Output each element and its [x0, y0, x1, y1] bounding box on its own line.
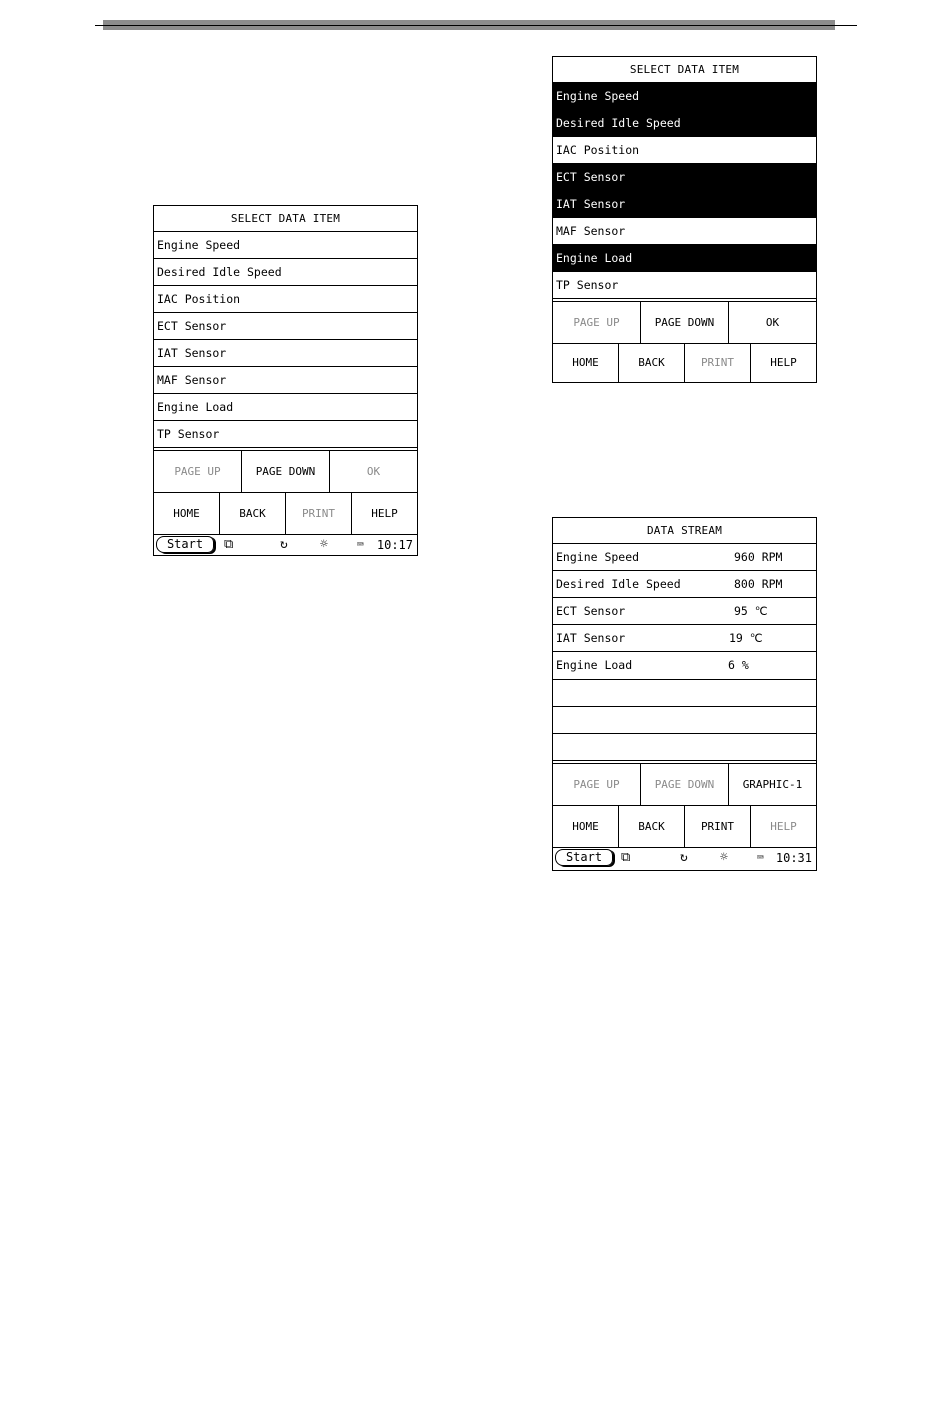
page-up-button[interactable]: PAGE UP [553, 764, 641, 805]
data-row [553, 652, 816, 680]
back-button[interactable]: BACK [619, 806, 685, 847]
list-item[interactable]: TP Sensor [553, 272, 816, 299]
list-item[interactable]: IAC Position [154, 286, 417, 313]
list-item-selected[interactable]: Engine Load [553, 245, 816, 272]
back-button[interactable]: BACK [220, 493, 286, 534]
data-stream-screen [552, 517, 817, 871]
data-value: 19 ℃ [729, 631, 763, 645]
data-label: IAT Sensor [556, 631, 626, 645]
home-button[interactable]: HOME [154, 493, 220, 534]
button-row-bottom [553, 344, 816, 383]
clock: 10:31 [775, 851, 812, 865]
data-label: Engine Speed [556, 550, 640, 564]
home-button[interactable]: HOME [553, 806, 619, 847]
button-row-top [154, 451, 417, 493]
list-item[interactable]: IAT Sensor [154, 340, 417, 367]
back-button[interactable]: BACK [619, 344, 685, 383]
ok-button[interactable]: OK [366, 465, 381, 478]
help-button[interactable]: HELP [770, 820, 797, 833]
list-item-selected[interactable]: Desired Idle Speed [553, 110, 816, 137]
data-value: 6 % [728, 658, 749, 672]
list-item[interactable]: MAF Sensor [154, 367, 417, 394]
page-up-button[interactable]: PAGE UP [553, 302, 641, 343]
button-row-bottom [553, 806, 816, 848]
empty-data-row [553, 680, 816, 707]
select-data-item-screen [153, 205, 418, 556]
list-item[interactable]: ECT Sensor [154, 313, 417, 340]
graphic-1-button[interactable]: GRAPHIC-1 [742, 778, 803, 791]
taskbar [154, 535, 417, 555]
windows-icon[interactable]: ⧉ [224, 537, 234, 552]
data-label: Desired Idle Speed [556, 577, 681, 591]
data-row [553, 544, 816, 571]
select-data-item-screen-selected [552, 56, 817, 383]
sync-icon[interactable]: ↻ [680, 850, 688, 865]
list-item[interactable]: Engine Load [154, 394, 417, 421]
data-row [553, 571, 816, 598]
list-item[interactable]: MAF Sensor [553, 218, 816, 245]
ok-button[interactable]: OK [765, 316, 780, 329]
page-down-button[interactable]: PAGE DOWN [641, 302, 729, 343]
keyboard-icon[interactable]: ⌨ [357, 538, 364, 551]
page-down-button[interactable]: PAGE DOWN [242, 451, 330, 492]
screen-title: DATA STREAM [553, 518, 816, 544]
data-label: Engine Load [556, 658, 633, 672]
list-item-selected[interactable]: IAT Sensor [553, 191, 816, 218]
list-item[interactable]: Engine Speed [154, 232, 417, 259]
print-button[interactable]: PRINT [685, 806, 751, 847]
sync-icon[interactable]: ↻ [280, 537, 288, 552]
windows-icon[interactable]: ⧉ [621, 850, 631, 865]
data-value: 960 RPM [734, 550, 783, 564]
start-button[interactable]: Start [555, 849, 613, 866]
page-down-button[interactable]: PAGE DOWN [641, 764, 729, 805]
button-row-bottom [154, 493, 417, 535]
help-button[interactable]: HELP [770, 356, 797, 369]
print-button[interactable]: PRINT [286, 493, 352, 534]
print-button[interactable]: PRINT [685, 344, 751, 383]
button-row-top [553, 302, 816, 344]
list-item[interactable]: IAC Position [553, 137, 816, 164]
data-label: ECT Sensor [556, 604, 626, 618]
home-button[interactable]: HOME [553, 344, 619, 383]
button-row-top [553, 764, 816, 806]
page-header-rule [95, 25, 857, 26]
data-row [553, 625, 816, 652]
taskbar [553, 848, 816, 868]
data-value: 800 RPM [734, 577, 783, 591]
list-item[interactable]: Desired Idle Speed [154, 259, 417, 286]
list-item-selected[interactable]: Engine Speed [553, 83, 816, 110]
data-row [553, 598, 816, 625]
clock: 10:17 [376, 538, 413, 552]
brightness-icon[interactable]: ☼ [720, 850, 728, 865]
start-button[interactable]: Start [156, 536, 214, 553]
data-value: 95 ℃ [734, 604, 768, 618]
page-up-button[interactable]: PAGE UP [154, 451, 242, 492]
brightness-icon[interactable]: ☼ [320, 537, 328, 552]
empty-data-row [553, 734, 816, 761]
empty-data-row [553, 707, 816, 734]
help-button[interactable]: HELP [371, 507, 398, 520]
list-item[interactable]: TP Sensor [154, 421, 417, 448]
keyboard-icon[interactable]: ⌨ [757, 851, 764, 864]
screen-title: SELECT DATA ITEM [553, 57, 816, 83]
list-item-selected[interactable]: ECT Sensor [553, 164, 816, 191]
screen-title: SELECT DATA ITEM [154, 206, 417, 232]
